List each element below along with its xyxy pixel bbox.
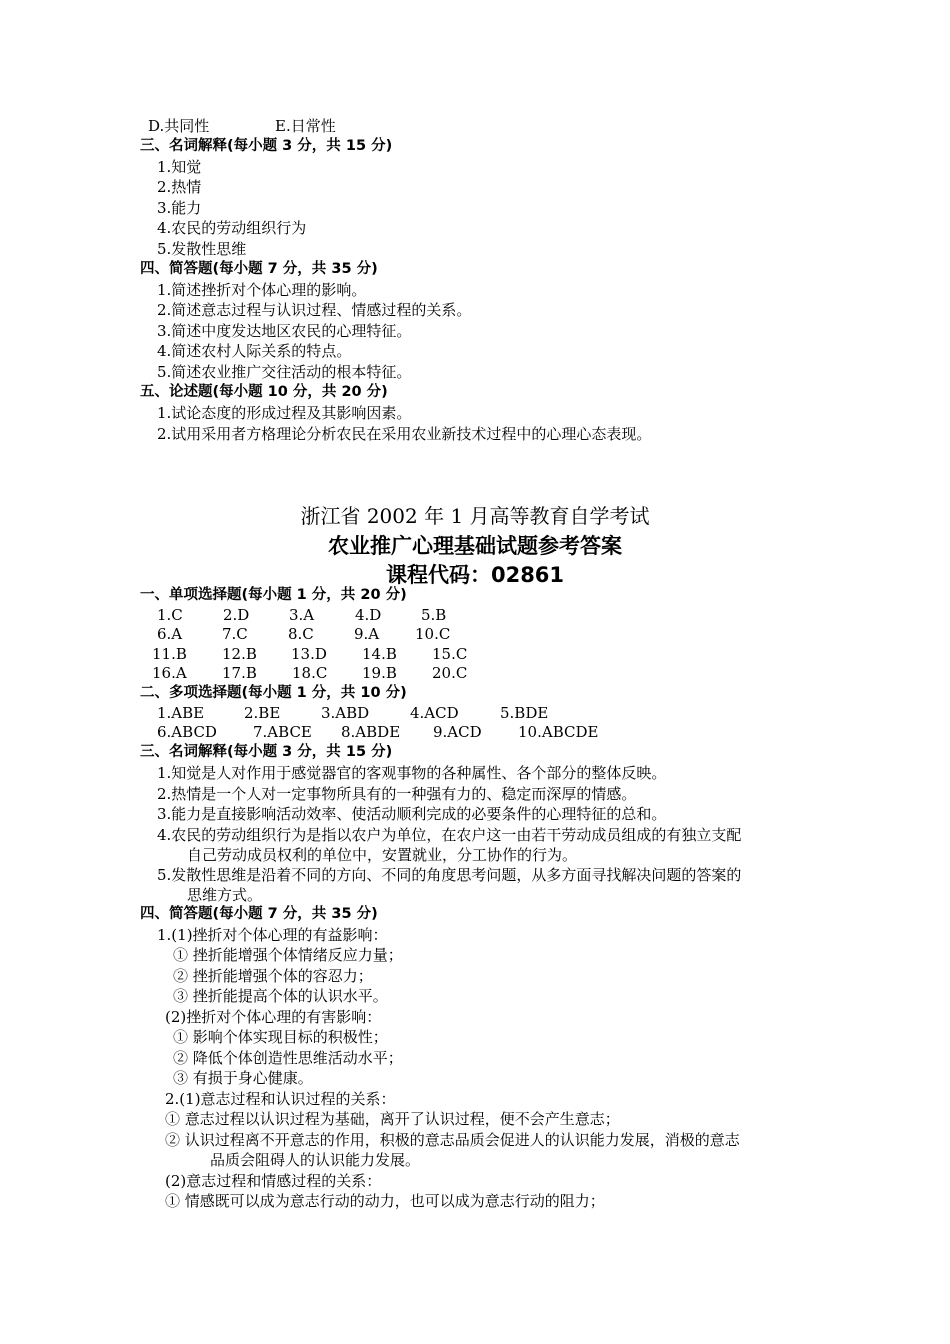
answer-line: 1.(1)挫折对个体心理的有益影响： [157, 926, 388, 944]
answer-cell: 14.B [362, 645, 397, 663]
answer-cell: 10.ABCDE [518, 723, 599, 741]
answer-cell: 8.C [288, 625, 314, 643]
answer-cell: 2.BE [244, 704, 281, 722]
section-heading: 四、简答题(每小题 7 分，共 35 分) [140, 261, 378, 277]
answer-line: (2)意志过程和情感过程的关系： [165, 1172, 382, 1190]
answer-cell: 19.B [362, 664, 397, 682]
answer-line: ② 认识过程离不开意志的作用，积极的意志品质会促进人的认识能力发展，消极的意志 [165, 1131, 740, 1149]
answer-cell: 1.ABE [157, 704, 205, 722]
answer-cell: 4.D [355, 606, 382, 624]
question-item: 4.简述农村人际关系的特点。 [157, 342, 352, 360]
answer-cell: 6.A [157, 625, 183, 643]
question-item: 5.发散性思维 [157, 240, 247, 258]
exam-title: 浙江省 2002 年 1 月高等教育自学考试 [300, 504, 650, 528]
answer-line: 1.知觉是人对作用于感觉器官的客观事物的各种属性、各个部分的整体反映。 [157, 764, 667, 782]
answer-cell: 17.B [222, 664, 257, 682]
answer-cell: 10.C [415, 625, 451, 643]
answer-title: 农业推广心理基础试题参考答案 [328, 534, 622, 558]
answer-cell: 12.B [222, 645, 257, 663]
answer-line: ③ 挫折能提高个体的认识水平。 [173, 987, 388, 1005]
option-d: D.共同性 [148, 117, 210, 135]
answer-line: 3.能力是直接影响活动效率、使活动顺利完成的必要条件的心理特征的总和。 [157, 805, 667, 823]
section-heading: 二、多项选择题(每小题 1 分，共 10 分) [140, 685, 407, 701]
answer-line: (2)挫折对个体心理的有害影响： [165, 1008, 382, 1026]
answer-cell: 3.A [289, 606, 315, 624]
question-item: 3.能力 [157, 199, 202, 217]
answer-cell: 6.ABCD [157, 723, 217, 741]
section-heading: 五、论述题(每小题 10 分，共 20 分) [140, 384, 388, 400]
question-item: 5.简述农业推广交往活动的根本特征。 [157, 363, 412, 381]
answer-cell: 1.C [157, 606, 183, 624]
answer-cell: 5.B [421, 606, 447, 624]
question-item: 2.简述意志过程与认识过程、情感过程的关系。 [157, 301, 472, 319]
answer-cell: 7.ABCE [253, 723, 312, 741]
answer-cell: 7.C [222, 625, 248, 643]
answer-line: 自己劳动成员权利的单位中，安置就业，分工协作的行为。 [187, 846, 578, 864]
answer-cell: 16.A [152, 664, 187, 682]
answer-cell: 2.D [223, 606, 250, 624]
answer-line: ② 降低个体创造性思维活动水平； [173, 1049, 403, 1067]
answer-cell: 11.B [152, 645, 187, 663]
answer-cell: 3.ABD [321, 704, 370, 722]
option-e: E.日常性 [275, 117, 336, 135]
answer-line: 思维方式。 [187, 886, 263, 904]
answer-cell: 9.A [354, 625, 380, 643]
answer-cell: 5.BDE [500, 704, 549, 722]
question-item: 1.试论态度的形成过程及其影响因素。 [157, 404, 412, 422]
answer-cell: 15.C [432, 645, 468, 663]
answer-cell: 9.ACD [433, 723, 482, 741]
question-item: 1.知觉 [157, 158, 202, 176]
section-heading: 一、单项选择题(每小题 1 分，共 20 分) [140, 587, 407, 603]
answer-line: ③ 有损于身心健康。 [173, 1069, 313, 1087]
answer-line: ① 意志过程以认识过程为基础，离开了认识过程，便不会产生意志； [165, 1110, 620, 1128]
question-item: 3.简述中度发达地区农民的心理特征。 [157, 322, 412, 340]
answer-cell: 18.C [292, 664, 328, 682]
section-heading: 三、名词解释(每小题 3 分，共 15 分) [140, 138, 393, 154]
answer-line: ① 影响个体实现目标的积极性； [173, 1028, 388, 1046]
question-item: 2.试用采用者方格理论分析农民在采用农业新技术过程中的心理心态表现。 [157, 425, 652, 443]
answer-line: 4.农民的劳动组织行为是指以农户为单位，在农户这一由若干劳动成员组成的有独立支配 [157, 826, 742, 844]
answer-line: 2.热情是一个人对一定事物所具有的一种强有力的、稳定而深厚的情感。 [157, 785, 637, 803]
answer-line: ① 情感既可以成为意志行动的动力，也可以成为意志行动的阻力； [165, 1192, 605, 1210]
question-item: 4.农民的劳动组织行为 [157, 219, 307, 237]
answer-line: 5.发散性思维是沿着不同的方向、不同的角度思考问题，从多方面寻找解决问题的答案的 [157, 866, 742, 884]
answer-line: 品质会阻碍人的认识能力发展。 [210, 1151, 421, 1169]
section-heading: 三、名词解释(每小题 3 分，共 15 分) [140, 744, 393, 760]
section-heading: 四、简答题(每小题 7 分，共 35 分) [140, 906, 378, 922]
answer-line: ① 挫折能增强个体情绪反应力量； [173, 946, 403, 964]
question-item: 2.热情 [157, 178, 202, 196]
answer-cell: 20.C [432, 664, 468, 682]
answer-cell: 13.D [291, 645, 327, 663]
answer-cell: 8.ABDE [341, 723, 401, 741]
answer-line: ② 挫折能增强个体的容忍力； [173, 967, 373, 985]
answer-line: 2.(1)意志过程和认识过程的关系： [165, 1090, 396, 1108]
answer-cell: 4.ACD [410, 704, 459, 722]
course-code: 课程代码：02861 [385, 563, 565, 587]
question-item: 1.简述挫折对个体心理的影响。 [157, 281, 367, 299]
